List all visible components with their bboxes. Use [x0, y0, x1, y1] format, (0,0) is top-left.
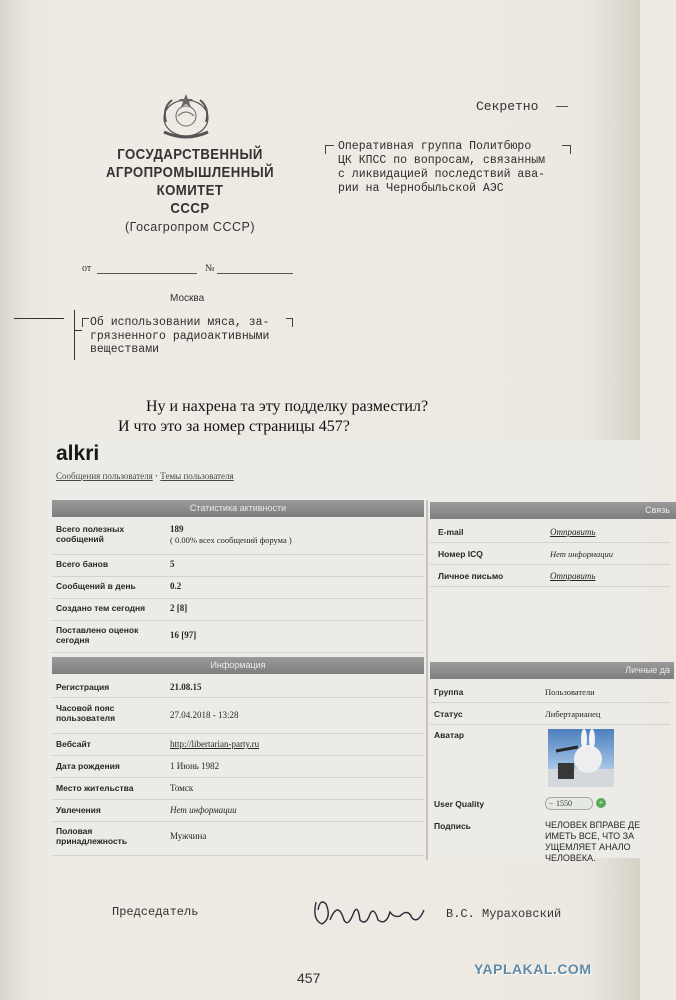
- quality-value: 1550: [556, 799, 572, 808]
- subject-bracket-left: [82, 318, 89, 327]
- signature-line: УЩЕМЛЯЕТ АНАЛО: [545, 842, 631, 852]
- stats-panel-header: Статистика активности: [52, 500, 424, 517]
- info-label: Место жительства: [56, 783, 134, 793]
- contact-panel-header: Связь: [430, 502, 676, 519]
- user-avatar: [548, 729, 614, 787]
- breadcrumb-separator: ·: [155, 471, 159, 481]
- info-value: Мужчина: [170, 831, 207, 841]
- profile-username: alkri: [56, 442, 100, 465]
- info-value: Нет информации: [170, 805, 237, 815]
- email-send-link[interactable]: Отправить: [550, 527, 596, 537]
- info-label: Часовой пояс пользователя: [56, 703, 116, 723]
- signature-line: ЧЕЛОВЕК ВПРАВЕ ДЕ: [545, 820, 641, 830]
- organization-name: [70, 146, 310, 234]
- handwritten-signature: [308, 890, 436, 936]
- state-emblem-icon: [152, 92, 220, 140]
- contact-value: Нет информации: [550, 549, 613, 559]
- secret-stamp: Секретно: [476, 99, 539, 114]
- website-link[interactable]: http://libertarian-party.ru: [170, 739, 260, 749]
- personal-label: Группа: [434, 687, 464, 697]
- info-panel-header: Информация: [52, 657, 424, 674]
- contact-label: Номер ICQ: [438, 549, 483, 559]
- stats-value: 5: [170, 559, 175, 569]
- comment-line-2: И что это за номер страницы 457?: [118, 418, 350, 435]
- info-label: Вебсайт: [56, 739, 91, 749]
- overlay-comment: [118, 397, 428, 437]
- addressee-block: [338, 140, 545, 196]
- profile-breadcrumb: [56, 471, 234, 481]
- personal-label: Подпись: [434, 821, 471, 831]
- stats-label: Всего банов: [56, 559, 109, 569]
- stats-label: Всего полезных сообщений: [56, 524, 125, 544]
- pm-send-link[interactable]: Отправить: [550, 571, 596, 581]
- personal-value: Пользователи: [545, 687, 595, 697]
- info-label: Дата рождения: [56, 761, 120, 771]
- subject-line: грязненного радиоактивными: [90, 329, 270, 343]
- info-label: Регистрация: [56, 682, 110, 692]
- contact-label: E-mail: [438, 527, 464, 537]
- from-label: от: [82, 263, 92, 274]
- personal-label: Статус: [434, 709, 463, 719]
- subject-mark: [74, 330, 82, 331]
- signer-name: В.С. Мураховский: [446, 907, 562, 921]
- from-line: [97, 273, 197, 274]
- user-quality-rating: [545, 797, 604, 810]
- info-value: Томск: [170, 783, 194, 793]
- avatar-image-icon: [548, 729, 614, 787]
- signature-line: ИМЕТЬ ВСЕ, ЧТО ЗА: [545, 831, 635, 841]
- addressee-line: Оперативная группа Политбюро: [338, 140, 532, 153]
- info-value: 21.08.15: [170, 682, 202, 692]
- addressee-line: рии на Чернобыльской АЭС: [338, 182, 504, 195]
- org-line-2: АГРОПРОМЫШЛЕННЫЙ КОМИТЕТ: [105, 164, 275, 199]
- signature-line: ЧЕЛОВЕКА.: [545, 853, 596, 863]
- contact-label: Личное письмо: [438, 571, 504, 581]
- city: Москва: [170, 293, 205, 304]
- info-label: Половая принадлежность: [56, 826, 128, 846]
- stats-label: Поставлено оценок сегодня: [56, 625, 139, 645]
- stats-value-sub: ( 0.00% всех сообщений форума ): [170, 535, 292, 545]
- user-posts-link[interactable]: Сообщения пользователя: [56, 471, 153, 481]
- number-line: [217, 273, 293, 274]
- info-label: Увлечения: [56, 805, 101, 815]
- user-signature: [545, 820, 640, 864]
- addressee-line: ЦК КПСС по вопросам, связанным: [338, 154, 546, 167]
- subject-bracket-right: [286, 318, 293, 327]
- personal-label: Аватар: [434, 730, 465, 740]
- personal-panel-header: Личные да: [430, 662, 674, 679]
- stats-value: 16 [97]: [170, 630, 197, 640]
- subject-mark: [14, 318, 64, 319]
- org-abbreviation: (Госагропром СССР): [124, 220, 256, 234]
- comment-line-1: Ну и нахрена та эту подделку разместил?: [146, 398, 429, 415]
- stats-value: 2 [8]: [170, 603, 188, 613]
- info-row: [52, 799, 424, 822]
- org-line-1: ГОСУДАРСТВЕННЫЙ: [117, 146, 263, 163]
- secret-dash: [556, 106, 568, 107]
- addressee-bracket-left: [325, 145, 334, 154]
- number-label: №: [205, 263, 215, 274]
- subject-line: веществами: [90, 343, 160, 356]
- quality-minus-icon[interactable]: −: [548, 799, 554, 808]
- personal-value: Либертарианец: [545, 709, 601, 719]
- stats-value: 0.2: [170, 581, 182, 591]
- page-number: 457: [297, 970, 321, 986]
- info-value: 27.04.2018 - 13:28: [170, 710, 239, 720]
- stats-value: 189: [170, 524, 184, 534]
- chairman-label: Председатель: [112, 905, 199, 919]
- quality-plus-icon[interactable]: +: [596, 798, 606, 808]
- subject-line: Об использовании мяса, за-: [90, 316, 270, 329]
- stats-label: Создано тем сегодня: [56, 603, 146, 613]
- personal-label: User Quality: [434, 799, 485, 809]
- forum-profile-screenshot: [48, 440, 670, 863]
- addressee-line: с ликвидацией последствий ава-: [338, 168, 546, 181]
- info-value: 1 Июнь 1982: [170, 761, 220, 771]
- user-topics-link[interactable]: Темы пользователя: [160, 471, 234, 481]
- stats-label: Сообщений в день: [56, 581, 136, 591]
- subject-block: [90, 316, 269, 357]
- subject-mark: [74, 310, 75, 360]
- addressee-bracket-right: [562, 145, 571, 154]
- org-line-3: СССР: [170, 200, 210, 217]
- personal-divider: [426, 500, 428, 860]
- site-watermark: YAPLAKAL.COM: [474, 961, 592, 977]
